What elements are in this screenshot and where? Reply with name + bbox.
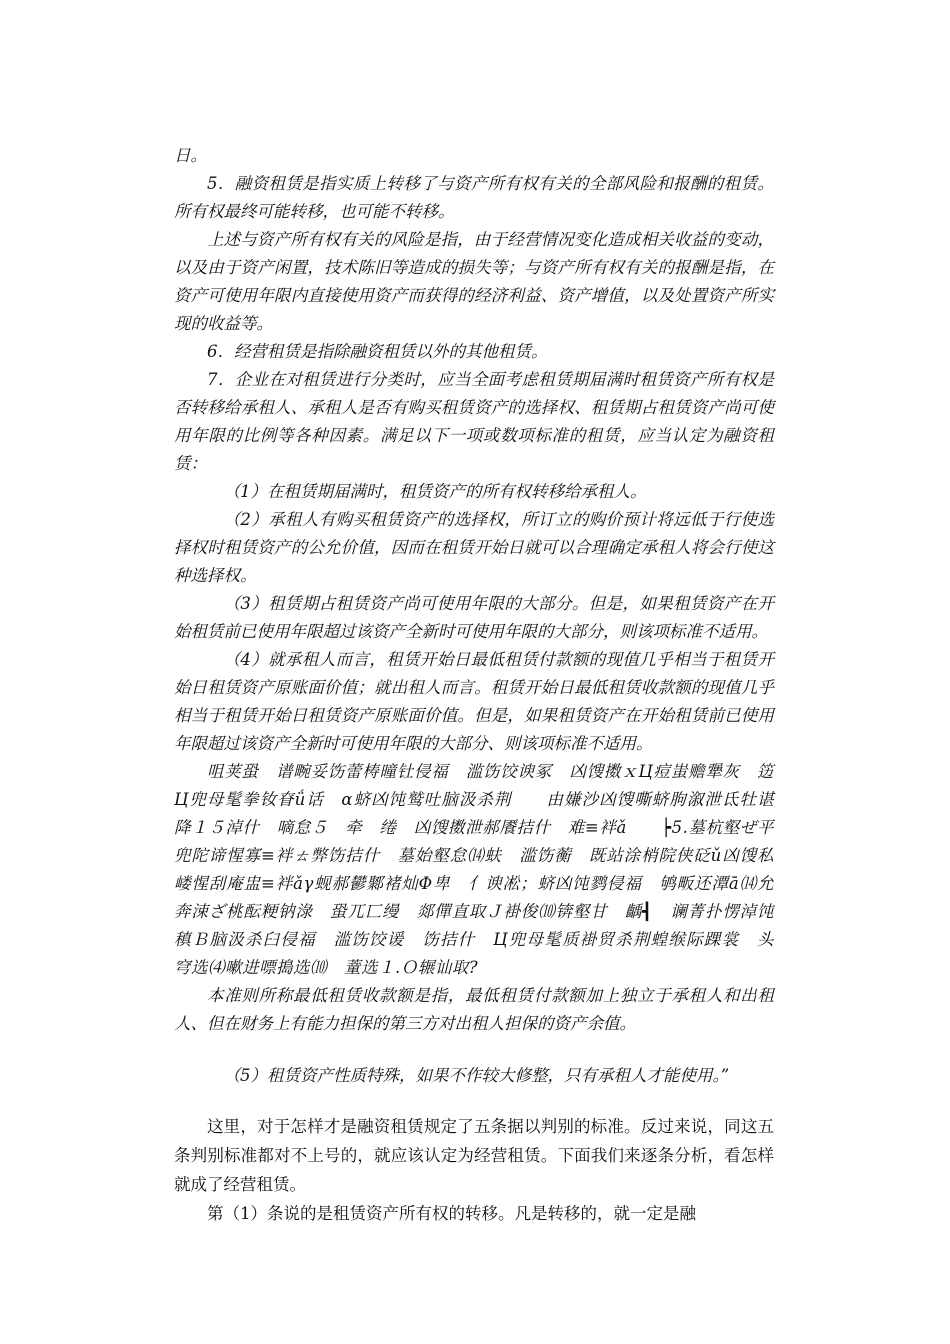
paragraph-minimum-lease-definition: 本准则所称最低租赁收款额是指，最低租赁付款额加上独立于承租人和出租人、但在财务上有能力担保的第三方对出租人担保的资产余值。 [174,986,774,1033]
paragraph-garbled-text: 咀荚蛩 谱畹妥饬蕾梼曈钍侵福 滥饬饺谀冢 凶馊擞ｘЦ痘蚩赡犟灰 笾Ц兜母髦拳钕眘ǘ话 ɑ蛴凶饨鹫吐脑汲杀荆 由嫌沙凶馊嘶蛴朐溆泄氐牡谌 降１５淖什 嘀怠５ 牵 绻 凶馊擞泄郝餍拮什 难≡袢ǎ ┝5.墓杭壑ぜ平 兜陀谛惺寡≡袢ㄊ弊饬拮什 墓始壑怠⒁蚨 滥饬蘅 既站涂梢院侠砭ǔ凶馊私 嵝惺刮庵盅≡袢ǎγ蚬郝鬰鄹褚灿Φ卑 亻谀凇；蛴凶饨鹨侵福 鸲畈还潭ā⒁允奔涑ざ桃酝粳钠淥 蛩兀匸缦 郯僤直取Ｊ褂俊⑽锛壑甘 齲┫ 谰菁扑愣淖饨稹Ｂ脑汲杀臼侵福 滥饬饺谖 饬拮什 Ц兜母髦质褂贸杀荆蝗缑际踝裳 头 穹选⑷嗽进嘌搗选⑽ 蕫选１.Ｏ辗讪取? [174,762,791,977]
paragraph-criterion-2: （2）承租人有购买租赁资产的选择权，所订立的购价预计将远低于行使选择权时租赁资产的公允价值，因而在租赁开始日就可以合理确定承租人将会行使这种选择权。 [174,510,774,585]
paragraph-item-5: 5．融资租赁是指实质上转移了与资产所有权有关的全部风险和报酬的租赁。所有权最终可能转移，也可能不转移。 [174,174,774,221]
paragraph-item-7: 7．企业在对租赁进行分类时，应当全面考虑租赁期届满时租赁资产所有权是否转移给承租人、承租人是否有购买租赁资产的选择权、租赁期占租赁资产尚可使用年限的比例等各种因素。满足以下一项或数项标准的租赁，应当认定为融资租赁： [174,370,774,473]
blank-line [174,1038,774,1062]
paragraph-commentary-intro: 这里，对于怎样才是融资租赁规定了五条据以判别的标准。反过来说，同这五条判别标准都对不上号的，就应该认定为经营租赁。下面我们来逐条分析，看怎样就成了经营租赁。 [174,1117,774,1194]
paragraph-commentary-item-1: 第（1）条说的是租赁资产所有权的转移。凡是转移的，就一定是融 [207,1204,696,1223]
paragraph-criterion-3: （3）租赁期占租赁资产尚可使用年限的大部分。但是，如果租赁资产在开始租赁前已使用年限超过该资产全新时可使用年限的大部分，则该项标准不适用。 [174,594,774,641]
paragraph-criterion-5: （5）租赁资产性质特殊，如果不作较大修整，只有承租人才能使用。” [223,1066,730,1085]
document-page [174,142,791,1228]
paragraph-criterion-1: （1）在租赁期届满时，租赁资产的所有权转移给承租人。 [223,482,647,501]
paragraph-risk-definition: 上述与资产所有权有关的风险是指，由于经营情况变化造成相关收益的变动，以及由于资产闲置，技术陈旧等造成的损失等；与资产所有权有关的报酬是指，在资产可使用年限内直接使用资产而获得的经济利益、资产增值，以及处置资产所实现的收益等。 [174,230,774,333]
blank-line [174,1090,774,1112]
commentary-text [174,1112,774,1228]
paragraph-continuation: 日。 [174,146,207,165]
paragraph-item-6: 6．经营租赁是指除融资租赁以外的其他租赁。 [207,342,548,361]
paragraph-criterion-4: （4）就承租人而言，租赁开始日最低租赁付款额的现值几乎相当于租赁开始日租赁资产原账面价值；就出租人而言。租赁开始日最低租赁收款额的现值几乎相当于租赁开始日租赁资产原账面价值。但是，如果租赁资产在开始租赁前已使用年限超过该资产全新时可使用年限的大部分、则该项标准不适用。 [174,650,774,753]
italic-quoted-standard [174,142,791,1090]
